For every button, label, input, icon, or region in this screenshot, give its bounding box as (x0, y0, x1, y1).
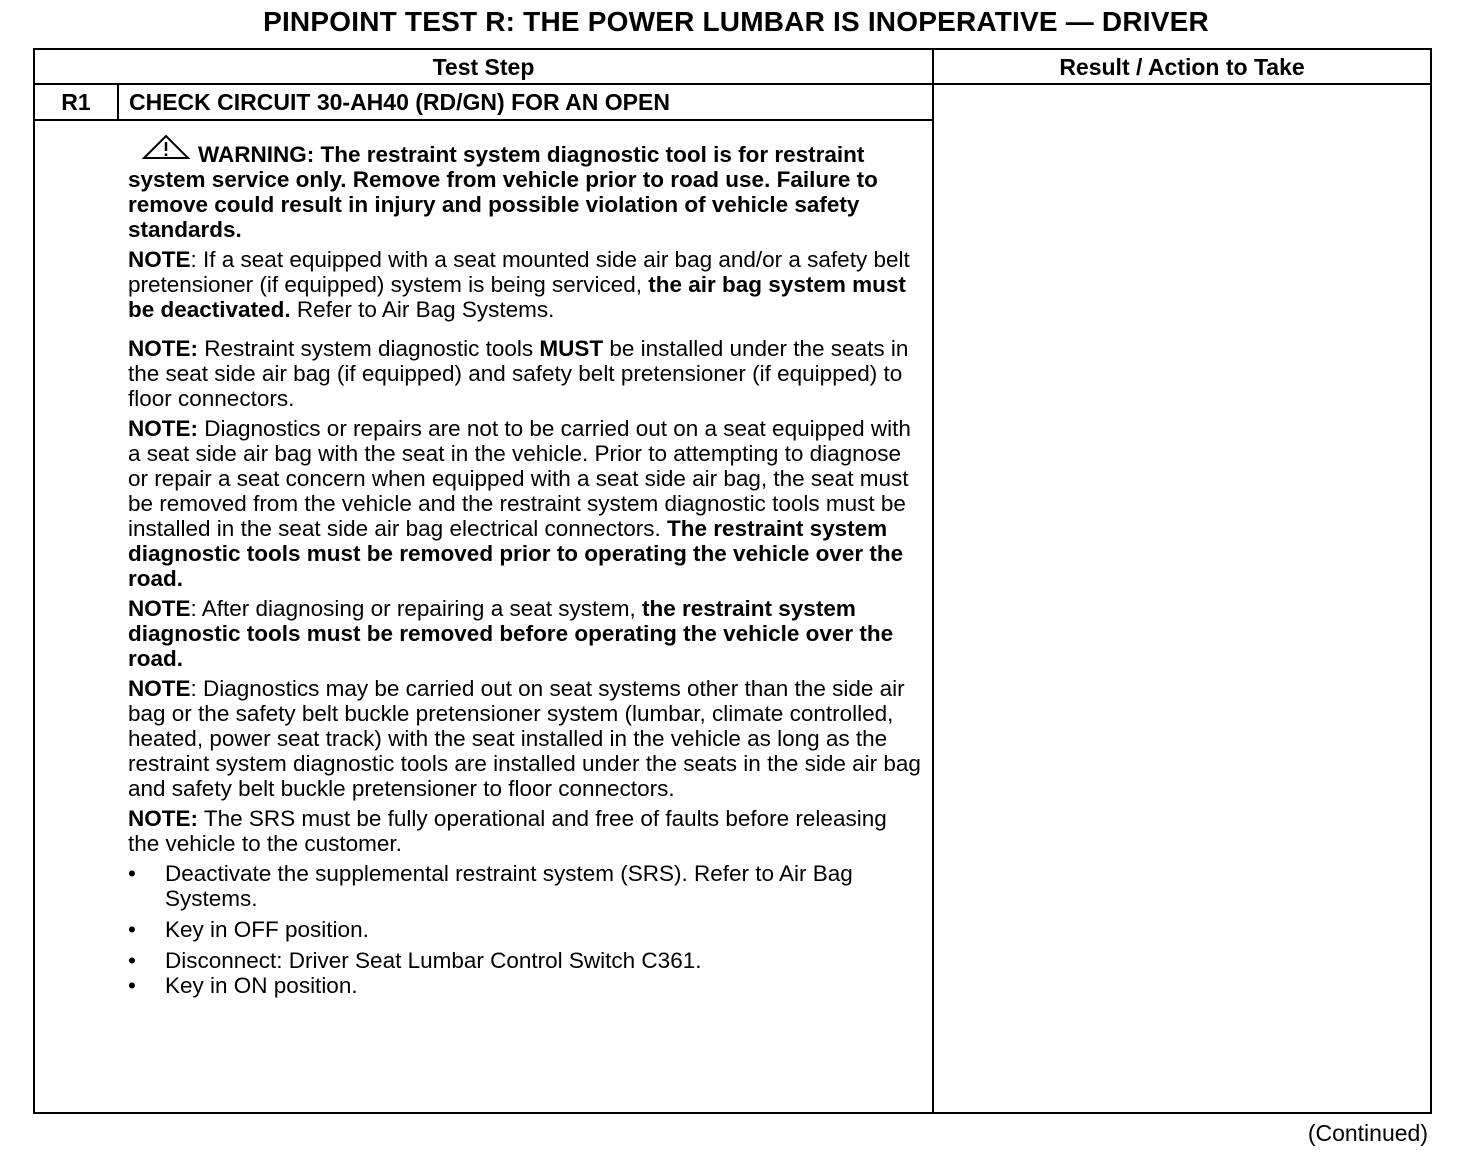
note-emphasis: The restraint system diagnostic tools must be removed prior to operating the vehicle over the road. (128, 516, 904, 591)
list-item (128, 973, 923, 998)
note-text: Restraint system diagnostic tools (198, 336, 540, 361)
note-text: : If a seat equipped with a seat mounted side air bag and/or a safety belt pretensioner (if equipped) system is being serviced, (128, 247, 910, 297)
bullet-icon: • (128, 973, 136, 998)
note-item (128, 416, 923, 591)
note-item (128, 247, 923, 322)
warning-block (128, 134, 923, 242)
header-test-step: Test Step (432, 54, 535, 80)
note-label: NOTE (128, 676, 191, 701)
note-text: : After diagnosing or repairing a seat system, (190, 596, 642, 621)
note-text: Refer to Air Bag Systems. (290, 297, 555, 322)
step-id: R1 (61, 89, 91, 115)
note-item (128, 596, 923, 671)
bullet-icon: • (128, 861, 136, 886)
list-item-text: Disconnect: Driver Seat Lumbar Control Switch C361. (165, 948, 702, 973)
list-item-text: Key in OFF position. (165, 917, 369, 942)
note-label: NOTE: (128, 416, 198, 441)
warning-triangle-icon (140, 134, 192, 165)
note-text: : Diagnostics may be carried out on seat systems other than the side air bag or the safety belt buckle pretensioner system (lumbar, climate controlled, heated, power seat track) with the seat installed in the vehicle as long as the restraint system diagnostic tools are installed under the seats in the side air bag and safety belt buckle pretensioner to floor connectors. (128, 676, 921, 801)
step-content (128, 134, 923, 1004)
bullet-icon: • (128, 948, 136, 973)
list-item-text: Deactivate the supplemental restraint system (SRS). Refer to Air Bag Systems. (165, 861, 853, 911)
step-header-divider (33, 119, 933, 121)
continued-label: (Continued) (1307, 1120, 1428, 1146)
page-title: PINPOINT TEST R: THE POWER LUMBAR IS INOPERATIVE — DRIVER (263, 6, 1209, 37)
bullet-icon: • (128, 917, 136, 942)
note-item (128, 676, 923, 801)
note-text: The SRS must be fully operational and free of faults before releasing the vehicle to the customer. (128, 806, 887, 856)
note-label: NOTE (128, 247, 191, 272)
note-label: NOTE: (128, 336, 198, 361)
note-label: NOTE: (128, 806, 198, 831)
column-divider (932, 48, 934, 1114)
list-item (128, 917, 923, 942)
step-heading: CHECK CIRCUIT 30-AH40 (RD/GN) FOR AN OPEN (129, 89, 670, 115)
note-item (128, 806, 923, 856)
note-text: Diagnostics or repairs are not to be carried out on a seat equipped with a seat side air bag with the seat in the vehicle. Prior to attempting to diagnose or repair a seat concern when equipped with a seat side air bag, the seat must be removed from the vehicle and the restraint system diagnostic tools must be installed in the seat side air bag electrical connectors. (128, 416, 911, 541)
step-id-divider (117, 84, 119, 120)
list-item (128, 948, 923, 973)
note-emphasis: MUST (539, 336, 604, 361)
warning-text: WARNING: The restraint system diagnostic tool is for restraint system service only. Remove from vehicle prior to road use. Failure to remove could result in injury and possible violation of vehicle safety standards. (128, 142, 878, 242)
note-text: be installed under the seats in the seat side air bag (if equipped) and safety belt pretensioner (if equipped) to floor connectors. (128, 336, 909, 411)
note-emphasis: the restraint system diagnostic tools must be removed before operating the vehicle over the road. (128, 596, 894, 671)
note-emphasis: the air bag system must be deactivated. (128, 272, 906, 322)
header-result-action: Result / Action to Take (1059, 54, 1305, 80)
note-label: NOTE (128, 596, 191, 621)
note-item (128, 336, 923, 411)
list-item (128, 861, 923, 911)
list-item-text: Key in ON position. (165, 973, 358, 998)
action-list (128, 861, 923, 998)
